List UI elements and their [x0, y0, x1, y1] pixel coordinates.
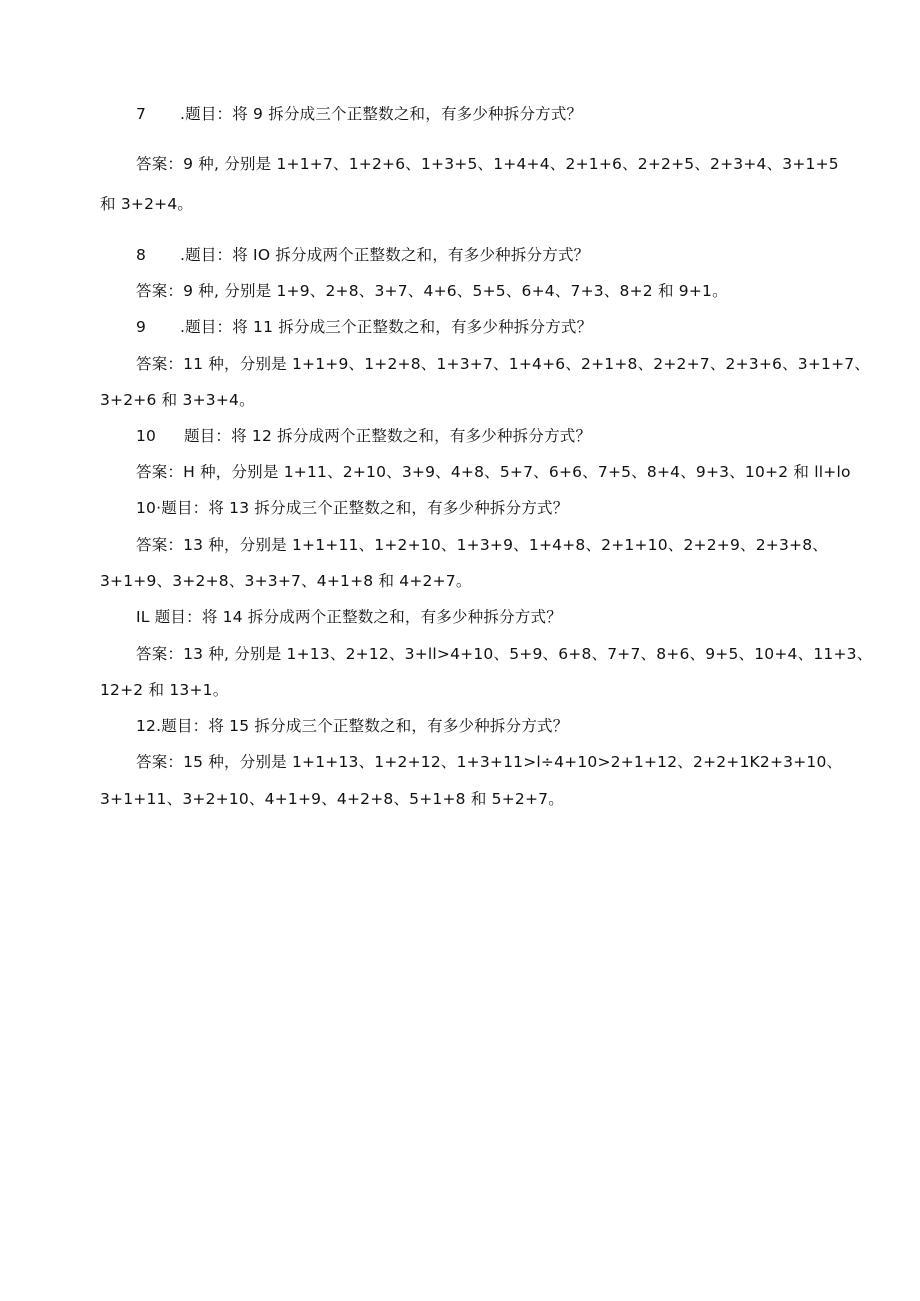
question-10 [136, 425, 876, 447]
answer-13-line-2: 3+1+9、3+2+8、3+3+7、4+1+8 和 4+2+7。 [100, 572, 472, 590]
answer-7-line-1: 答案：9 种, 分别是 1+1+7、1+2+6、1+3+5、1+4+4、2+1+6、2+2+5、2+3+4、3+1+5 [136, 155, 839, 173]
answer-14-line-1: 答案：13 种, 分别是 1+13、2+12、3+ll>4+10、5+9、6+8、7+7、8+6、9+5、10+4、11+3、 [136, 645, 873, 663]
question-number: 7 [136, 105, 147, 123]
question-number: 9 [136, 318, 147, 336]
answer-15-line-1: 答案：15 种，分别是 1+1+13、1+2+12、1+3+11>l÷4+10>2+1+12、2+2+1K2+3+10、 [136, 753, 843, 771]
question-text: .题目：将 9 拆分成三个正整数之和，有多少种拆分方式？ [180, 105, 583, 123]
answer-8-line-1: 答案：9 种, 分别是 1+9、2+8、3+7、4+6、5+5、6+4、7+3、8+2 和 9+1。 [136, 282, 728, 300]
answer-9-line-2: 3+2+6 和 3+3+4。 [100, 391, 255, 409]
answer-13-line-1: 答案：13 种，分别是 1+1+11、1+2+10、1+3+9、1+4+8、2+1+10、2+2+9、2+3+8、 [136, 536, 828, 554]
question-number: 10 [136, 427, 157, 445]
answer-9-line-1: 答案：11 种，分别是 1+1+9、1+2+8、1+3+7、1+4+6、2+1+8、2+2+7、2+3+6、3+1+7、 [136, 355, 871, 373]
question-13: 10·题目：将 13 拆分成三个正整数之和，有多少种拆分方式？ [136, 499, 569, 517]
answer-14-line-2: 12+2 和 13+1。 [100, 681, 229, 699]
answer-7-line-2: 和 3+2+4。 [100, 195, 194, 213]
question-text: .题目：将 11 拆分成三个正整数之和，有多少种拆分方式？ [180, 318, 593, 336]
answer-10-line-1: 答案：H 种，分别是 1+11、2+10、3+9、4+8、5+7、6+6、7+5、8+4、9+3、10+2 和 ll+lo [136, 463, 851, 481]
question-text: 题目：将 12 拆分成两个正整数之和，有多少种拆分方式？ [184, 427, 592, 445]
question-text: .题目：将 IO 拆分成两个正整数之和，有多少种拆分方式？ [180, 246, 590, 264]
question-15: 12.题目：将 15 拆分成三个正整数之和，有多少种拆分方式？ [136, 717, 569, 735]
question-14: IL 题目：将 14 拆分成两个正整数之和，有多少种拆分方式？ [136, 608, 562, 626]
question-7 [136, 103, 876, 125]
question-number: 8 [136, 246, 147, 264]
answer-15-line-2: 3+1+11、3+2+10、4+1+9、4+2+8、5+1+8 和 5+2+7。 [100, 790, 564, 808]
question-9 [136, 316, 876, 338]
question-8 [136, 244, 876, 266]
